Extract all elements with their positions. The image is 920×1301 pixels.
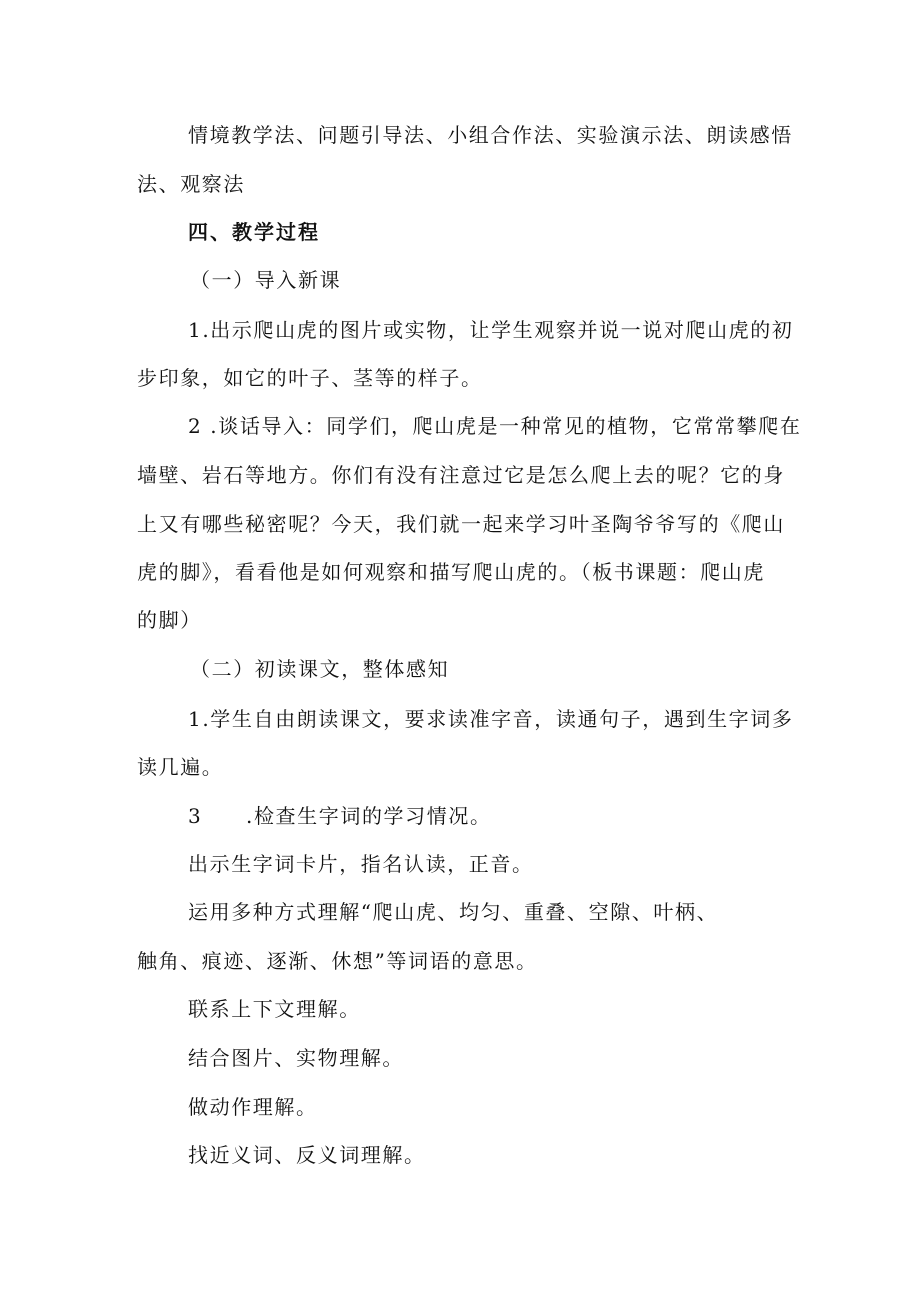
teaching-methods-line-2: 法、观察法 xyxy=(137,172,245,196)
method-action-line: 做动作理解。 xyxy=(188,1095,318,1119)
intro-item-1-line-1: 1.出示爬山虎的图片或实物，让学生观察并说一说对爬山虎的初 xyxy=(188,318,794,342)
subheading-introduction: （一）导入新课 xyxy=(190,268,342,292)
intro-item-2-line-4: 虎的脚》，看看他是如何观察和描写爬山虎的。（板书课题：爬山虎 xyxy=(137,560,765,584)
word-understanding-line-1: 运用多种方式理解“爬山虎、均匀、重叠、空隙、叶柄、 xyxy=(188,900,719,924)
intro-item-2-line-2: 墙壁、岩石等地方。你们有没有注意过它是怎么爬上去的呢？它的身 xyxy=(137,463,785,487)
intro-item-2-line-3: 上又有哪些秘密呢？今天，我们就一起来学习叶圣陶爷爷写的《爬山 xyxy=(137,512,785,536)
method-context-line: 联系上下文理解。 xyxy=(188,997,361,1021)
reading-item-3-text: .检查生字词的学习情况。 xyxy=(246,804,492,828)
reading-item-3 xyxy=(188,802,492,830)
teaching-methods-line-1: 情境教学法、问题引导法、小组合作法、实验演示法、朗读感悟 xyxy=(188,123,793,147)
intro-item-1-line-2: 步印象，如它的叶子、茎等的样子。 xyxy=(137,366,483,390)
word-card-line: 出示生字词卡片，指名认读，正音。 xyxy=(188,852,534,876)
reading-item-1-line-2: 读几遍。 xyxy=(137,755,224,779)
reading-item-1-line-1: 1.学生自由朗读课文，要求读准字音，读通句子，遇到生字词多 xyxy=(188,707,794,731)
reading-item-3-number: 3 xyxy=(188,804,203,828)
intro-item-2-line-1: 2 .谈话导入：同学们，爬山虎是一种常见的植物，它常常攀爬在 xyxy=(188,414,802,438)
word-understanding-line-2: 触角、痕迹、逐渐、休想”等词语的意思。 xyxy=(137,949,538,973)
method-synonym-line: 找近义词、反义词理解。 xyxy=(188,1143,426,1167)
method-picture-line: 结合图片、实物理解。 xyxy=(188,1046,404,1070)
section-heading-teaching-process: 四、教学过程 xyxy=(188,220,320,244)
subheading-first-reading: （二）初读课文，整体感知 xyxy=(190,657,450,681)
intro-item-2-line-5: 的脚） xyxy=(137,608,202,632)
